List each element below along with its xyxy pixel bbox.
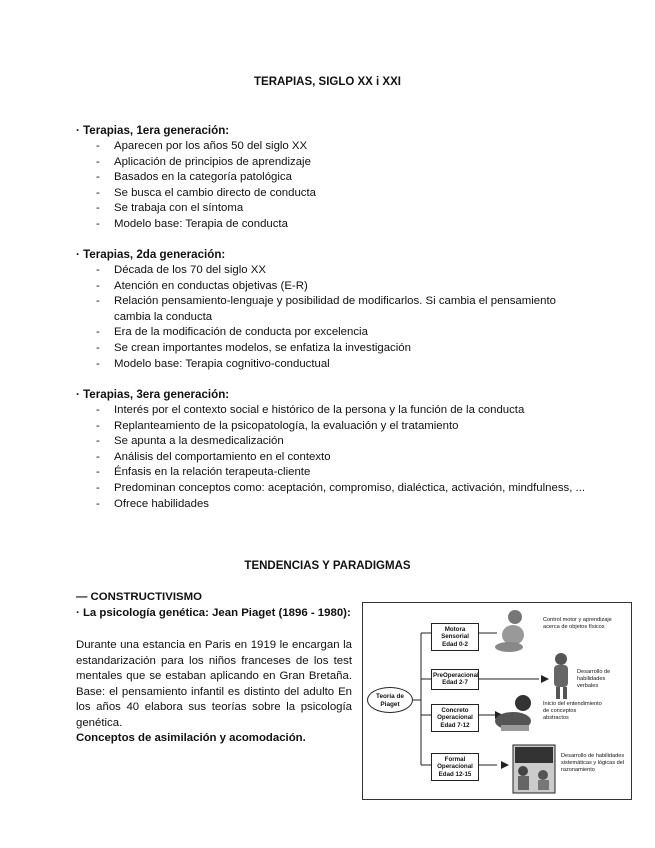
subtitle: TENDENCIAS Y PARADIGMAS xyxy=(244,560,411,572)
list-item: - Aparecen por los años 50 del siglo XX xyxy=(96,139,586,155)
piaget-diagram xyxy=(362,602,632,800)
section-heading-2: · Terapias, 2da generación: xyxy=(76,248,226,261)
list-item: - Basados en la categoría patológica xyxy=(96,170,586,186)
section-heading-1: · Terapias, 1era generación: xyxy=(76,124,230,137)
stage-description: Desarrollo de habilidades sistemáticas y lógicas del razonamiento xyxy=(561,753,625,773)
baby-illustration xyxy=(495,610,524,652)
list-item: - Modelo base: Terapia de conducta xyxy=(96,217,586,233)
list-item: - Se crean importantes modelos, se enfatiza la investigación xyxy=(96,341,586,357)
list-item: - Atención en conductas objetivas (E-R) xyxy=(96,279,586,295)
stage-description: Control motor y aprendizaje acerca de objetos físicos xyxy=(543,617,612,630)
toddler-illustration xyxy=(554,653,568,699)
list-item: - Predominan conceptos como: aceptación, compromiso, dialéctica, activación, mindfulness, ... xyxy=(96,481,586,497)
list-item: - Aplicación de principios de aprendizaje xyxy=(96,155,586,171)
list-item: - Era de la modificación de conducta por excelencia xyxy=(96,325,586,341)
reading-child-illustration xyxy=(495,695,531,731)
stage-description: Desarrollo de habilidades verbales xyxy=(577,669,611,689)
list-item: - Modelo base: Terapia cognitivo-conductual xyxy=(96,357,586,373)
stage-node: Formal Operacional Edad 12-15 xyxy=(431,753,479,781)
list-item: - Ofrece habilidades xyxy=(96,497,586,513)
list-item: - Se trabaja con el síntoma xyxy=(96,201,586,217)
list-item: - Replanteamiento de la psicopatología, la evaluación y el tratamiento xyxy=(96,419,586,435)
list-item: - Década de los 70 del siglo XX xyxy=(96,263,586,279)
stage-node: PreOperacional Edad 2-7 xyxy=(431,669,479,690)
list-item: - Análisis del comportamiento en el contexto xyxy=(96,450,586,466)
section-list-1 xyxy=(96,139,586,233)
constructivism-heading: — CONSTRUCTIVISMO xyxy=(76,591,202,603)
section-heading-3: · Terapias, 3era generación: xyxy=(76,388,230,401)
section-list-2 xyxy=(96,263,586,372)
list-item: - Relación pensamiento-lenguaje y posibilidad de modificarlos. Si cambia el pensamiento cambia la conducta xyxy=(96,294,586,325)
piaget-paragraph: Durante una estancia en Paris en 1919 le encargan la estandarización para los niños franceses de los test mentales que se estaban aplicando en Gran Bretaña. Base: el pensamiento infantil es distinto del adulto En los años 40 elabora sus teorías sobre la psicología genética. xyxy=(76,639,352,729)
section-list-3 xyxy=(96,403,586,512)
piaget-subheading: · La psicología genética: Jean Piaget (1896 - 1980): xyxy=(76,607,351,619)
classroom-illustration xyxy=(513,745,555,793)
diagram-center-node: Teoría de Piaget xyxy=(367,687,413,713)
list-item: - Se apunta a la desmedicalización xyxy=(96,434,586,450)
stage-description: Inicio del entendimiento de conceptos abstractos xyxy=(543,701,602,721)
stage-node: Concreto Operacional Edad 7-12 xyxy=(431,704,479,732)
list-item: - Se busca el cambio directo de conducta xyxy=(96,186,586,202)
concepts-line: Conceptos de asimilación y acomodación. xyxy=(76,732,306,744)
list-item: - Interés por el contexto social e histórico de la persona y la función de la conducta xyxy=(96,403,586,419)
page-title: TERAPIAS, SIGLO XX i XXI xyxy=(254,76,401,88)
list-item: - Énfasis en la relación terapeuta-cliente xyxy=(96,465,586,481)
stage-node: Motora Sensorial Edad 0-2 xyxy=(431,623,479,651)
